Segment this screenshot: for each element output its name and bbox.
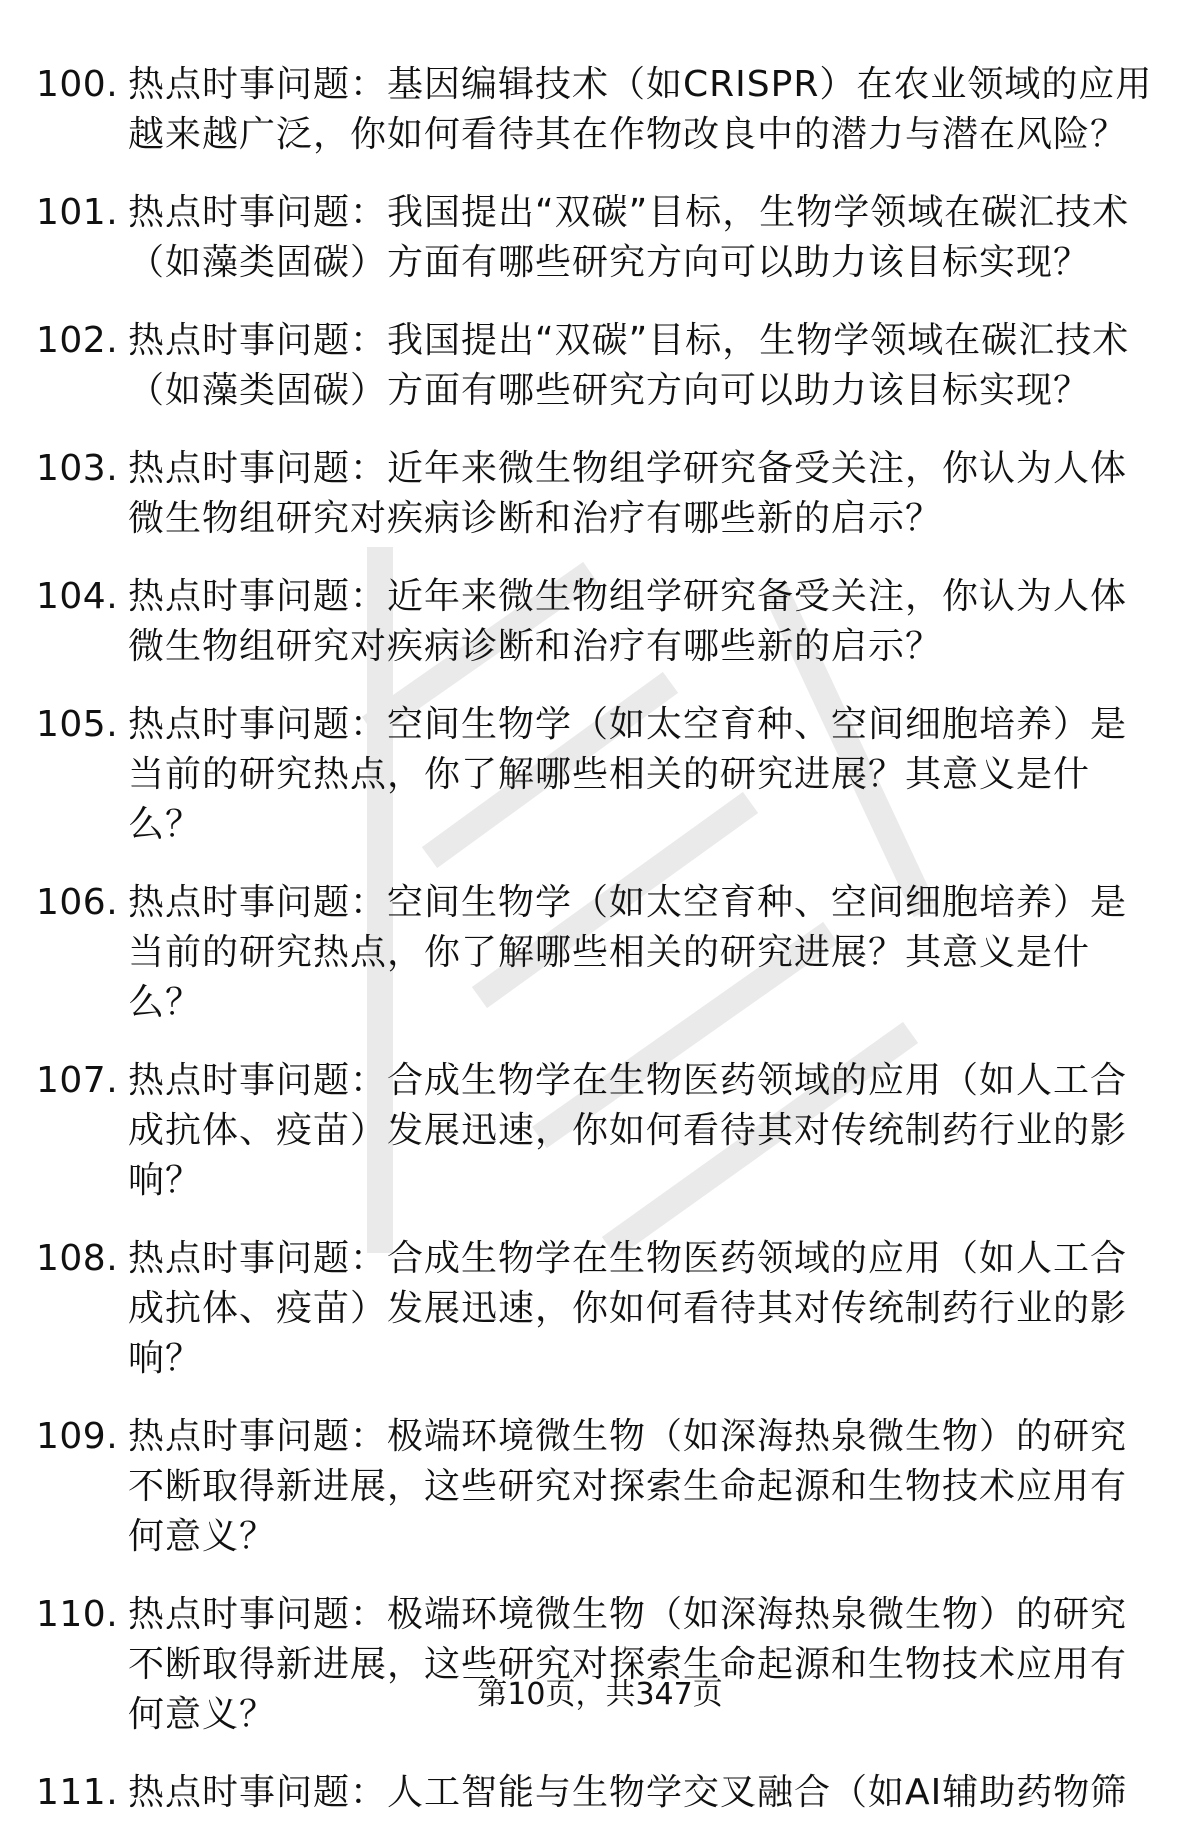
list-item (36, 444, 1156, 544)
question-number: 101. (36, 192, 119, 233)
list-item (36, 1412, 1156, 1562)
question-text: 热点时事问题：人工智能与生物学交叉融合（如AI辅助药物筛 (128, 1772, 1128, 1813)
question-text: 热点时事问题：极端环境微生物（如深海热泉微生物）的研究不断取得新进展，这些研究对探索生命起源和生物技术应用有何意义？ (128, 1594, 1128, 1735)
question-text: 热点时事问题：合成生物学在生物医药领域的应用（如人工合成抗体、疫苗）发展迅速，你如何看待其对传统制药行业的影响？ (128, 1238, 1128, 1379)
page-number: 第10页，共347页 (477, 1677, 723, 1712)
list-item (36, 60, 1156, 160)
question-number: 104. (36, 576, 119, 617)
question-text: 热点时事问题：近年来微生物组学研究备受关注，你认为人体微生物组研究对疾病诊断和治疗有哪些新的启示？ (128, 576, 1128, 667)
question-number: 100. (36, 64, 119, 105)
question-text: 热点时事问题：近年来微生物组学研究备受关注，你认为人体微生物组研究对疾病诊断和治疗有哪些新的启示？ (128, 448, 1128, 539)
list-item (36, 572, 1156, 672)
list-item (36, 316, 1156, 416)
question-number: 106. (36, 882, 119, 923)
question-number: 110. (36, 1594, 119, 1635)
question-number: 111. (36, 1772, 119, 1813)
question-text: 热点时事问题：空间生物学（如太空育种、空间细胞培养）是当前的研究热点，你了解哪些相关的研究进展？其意义是什么？ (128, 704, 1128, 845)
question-text: 热点时事问题：空间生物学（如太空育种、空间细胞培养）是当前的研究热点，你了解哪些相关的研究进展？其意义是什么？ (128, 882, 1128, 1023)
question-text: 热点时事问题：基因编辑技术（如CRISPR）在农业领域的应用越来越广泛，你如何看待其在作物改良中的潜力与潜在风险？ (128, 64, 1153, 155)
question-number: 108. (36, 1238, 119, 1279)
list-item (36, 1768, 1156, 1818)
question-number: 103. (36, 448, 119, 489)
question-text: 热点时事问题：合成生物学在生物医药领域的应用（如人工合成抗体、疫苗）发展迅速，你如何看待其对传统制药行业的影响？ (128, 1060, 1128, 1201)
list-item (36, 1590, 1156, 1740)
question-list (36, 60, 1156, 1846)
question-text: 热点时事问题：我国提出“双碳”目标，生物学领域在碳汇技术（如藻类固碳）方面有哪些研究方向可以助力该目标实现？ (128, 320, 1130, 411)
question-number: 102. (36, 320, 119, 361)
list-item (36, 1234, 1156, 1384)
question-text: 热点时事问题：极端环境微生物（如深海热泉微生物）的研究不断取得新进展，这些研究对探索生命起源和生物技术应用有何意义？ (128, 1416, 1128, 1557)
list-item (36, 1056, 1156, 1206)
list-item (36, 188, 1156, 288)
question-number: 105. (36, 704, 119, 745)
list-item (36, 878, 1156, 1028)
question-text: 热点时事问题：我国提出“双碳”目标，生物学领域在碳汇技术（如藻类固碳）方面有哪些研究方向可以助力该目标实现？ (128, 192, 1130, 283)
list-item (36, 700, 1156, 850)
question-number: 107. (36, 1060, 119, 1101)
question-number: 109. (36, 1416, 119, 1457)
